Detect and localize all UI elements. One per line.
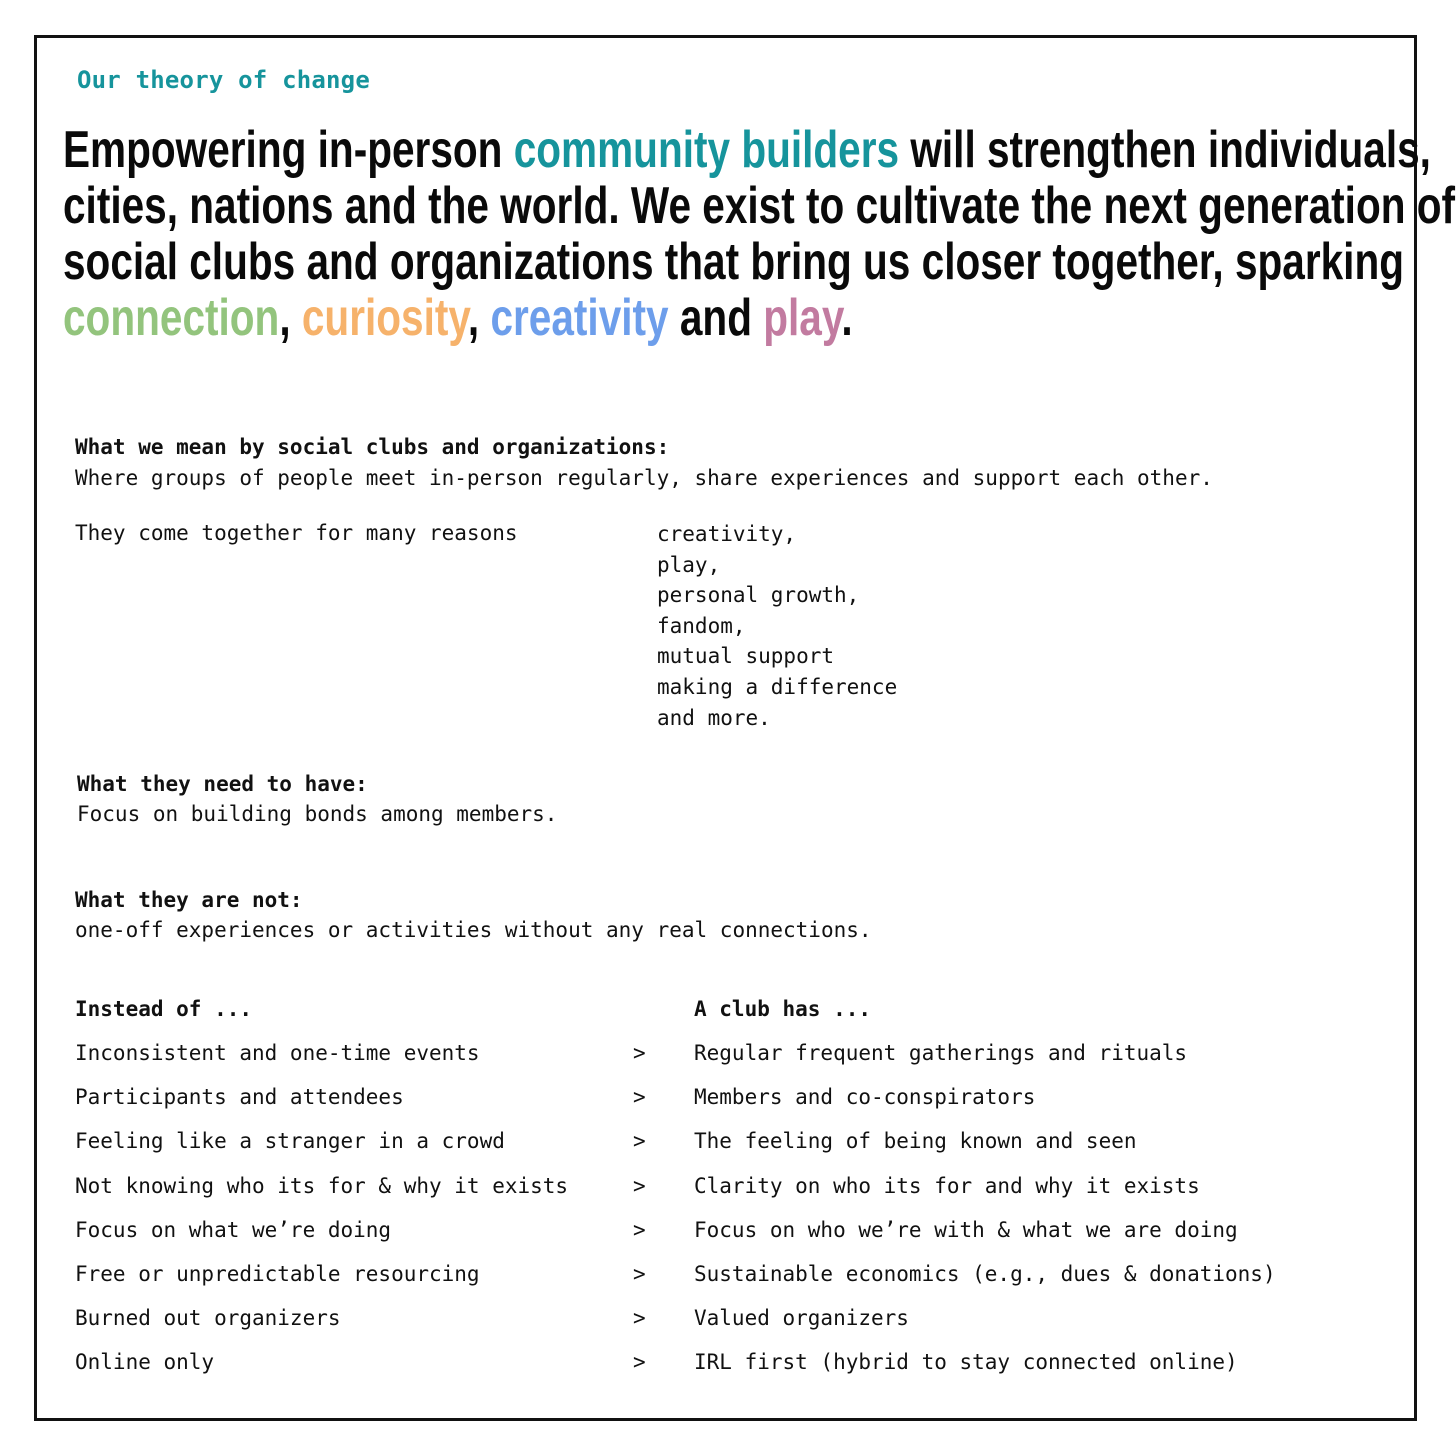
reasons-label: They come together for many reasons xyxy=(75,521,518,545)
instead-of-item: Not knowing who its for & why it exists xyxy=(75,1173,569,1198)
comparison-row xyxy=(75,1041,1375,1071)
comparison-row xyxy=(75,1218,1375,1248)
club-has-item: Regular frequent gatherings and rituals xyxy=(694,1041,1188,1065)
arrow-icon: > xyxy=(633,1041,646,1065)
arrow-icon: > xyxy=(633,1085,646,1110)
headline-period: . xyxy=(841,289,853,347)
reasons-list xyxy=(657,519,897,733)
need-body: Focus on building bonds among members. xyxy=(77,802,558,826)
word-curiosity: curiosity xyxy=(301,289,468,347)
word-play: play xyxy=(763,289,842,347)
headline-comma: , xyxy=(279,289,302,347)
need-heading: What they need to have: xyxy=(77,772,368,796)
arrow-icon: > xyxy=(633,1217,646,1242)
instead-of-heading: Instead of ... xyxy=(75,997,253,1021)
headline-text: Empowering in-person xyxy=(63,121,514,179)
headline-text: will strengthen individuals, xyxy=(899,121,1431,179)
comparison-row xyxy=(75,1085,1375,1115)
reason-item: play, xyxy=(657,552,721,577)
meaning-heading: What we mean by social clubs and organizations: xyxy=(75,435,670,459)
headline-and: and xyxy=(668,289,764,347)
word-connection: connection xyxy=(63,289,280,347)
headline-comma: , xyxy=(467,289,491,347)
club-has-item: Sustainable economics (e.g., dues & donations) xyxy=(694,1262,1276,1286)
instead-of-item: Focus on what we’re doing xyxy=(75,1217,392,1242)
instead-of-item: Feeling like a stranger in a crowd xyxy=(75,1129,505,1154)
club-has-item: Clarity on who its for and why it exists xyxy=(694,1173,1200,1198)
club-has-item: Focus on who we’re with & what we are doing xyxy=(694,1217,1238,1242)
instead-of-item: Burned out organizers xyxy=(75,1306,341,1331)
comparison-row xyxy=(75,1129,1375,1159)
club-has-heading: A club has ... xyxy=(694,997,872,1021)
comparison-row xyxy=(75,1174,1375,1204)
reason-item: and more. xyxy=(657,705,771,730)
reason-item: fandom, xyxy=(657,613,746,638)
headline-line-4 xyxy=(63,290,1100,346)
comparison-row xyxy=(75,1262,1375,1292)
instead-of-item: Inconsistent and one-time events xyxy=(75,1041,480,1065)
arrow-icon: > xyxy=(633,1129,646,1154)
highlight-community-builders: community builders xyxy=(513,121,900,179)
reason-item: personal growth, xyxy=(657,583,860,608)
not-heading: What they are not: xyxy=(75,888,303,912)
meaning-body: Where groups of people meet in-person regularly, share experiences and support each other. xyxy=(75,466,1213,490)
word-creativity: creativity xyxy=(490,289,669,347)
reason-item: mutual support xyxy=(657,644,835,669)
headline xyxy=(63,121,1456,347)
arrow-icon: > xyxy=(633,1262,646,1286)
instead-of-item: Participants and attendees xyxy=(75,1085,404,1110)
club-has-item: Valued organizers xyxy=(694,1306,909,1331)
arrow-icon: > xyxy=(633,1306,646,1331)
club-has-item: Members and co-conspirators xyxy=(694,1085,1036,1110)
headline-line-1 xyxy=(63,121,1431,179)
reason-item: making a difference xyxy=(657,674,898,699)
club-has-item: IRL first (hybrid to stay connected online) xyxy=(694,1350,1238,1375)
headline-line-2: cities, nations and the world. We exist to cultivate the next generation of xyxy=(63,177,1456,235)
instead-of-item: Online only xyxy=(75,1350,215,1375)
reason-item: creativity, xyxy=(657,522,797,546)
instead-of-item: Free or unpredictable resourcing xyxy=(75,1262,480,1286)
headline-line-3: social clubs and organizations that bring us closer together, sparking xyxy=(63,233,1405,291)
comparison-row xyxy=(75,1350,1375,1380)
arrow-icon: > xyxy=(633,1173,646,1198)
comparison-row xyxy=(75,1306,1375,1336)
arrow-icon: > xyxy=(633,1350,646,1375)
eyebrow-label: Our theory of change xyxy=(77,66,370,94)
club-has-item: The feeling of being known and seen xyxy=(694,1129,1137,1154)
not-body: one-off experiences or activities without any real connections. xyxy=(75,918,872,942)
